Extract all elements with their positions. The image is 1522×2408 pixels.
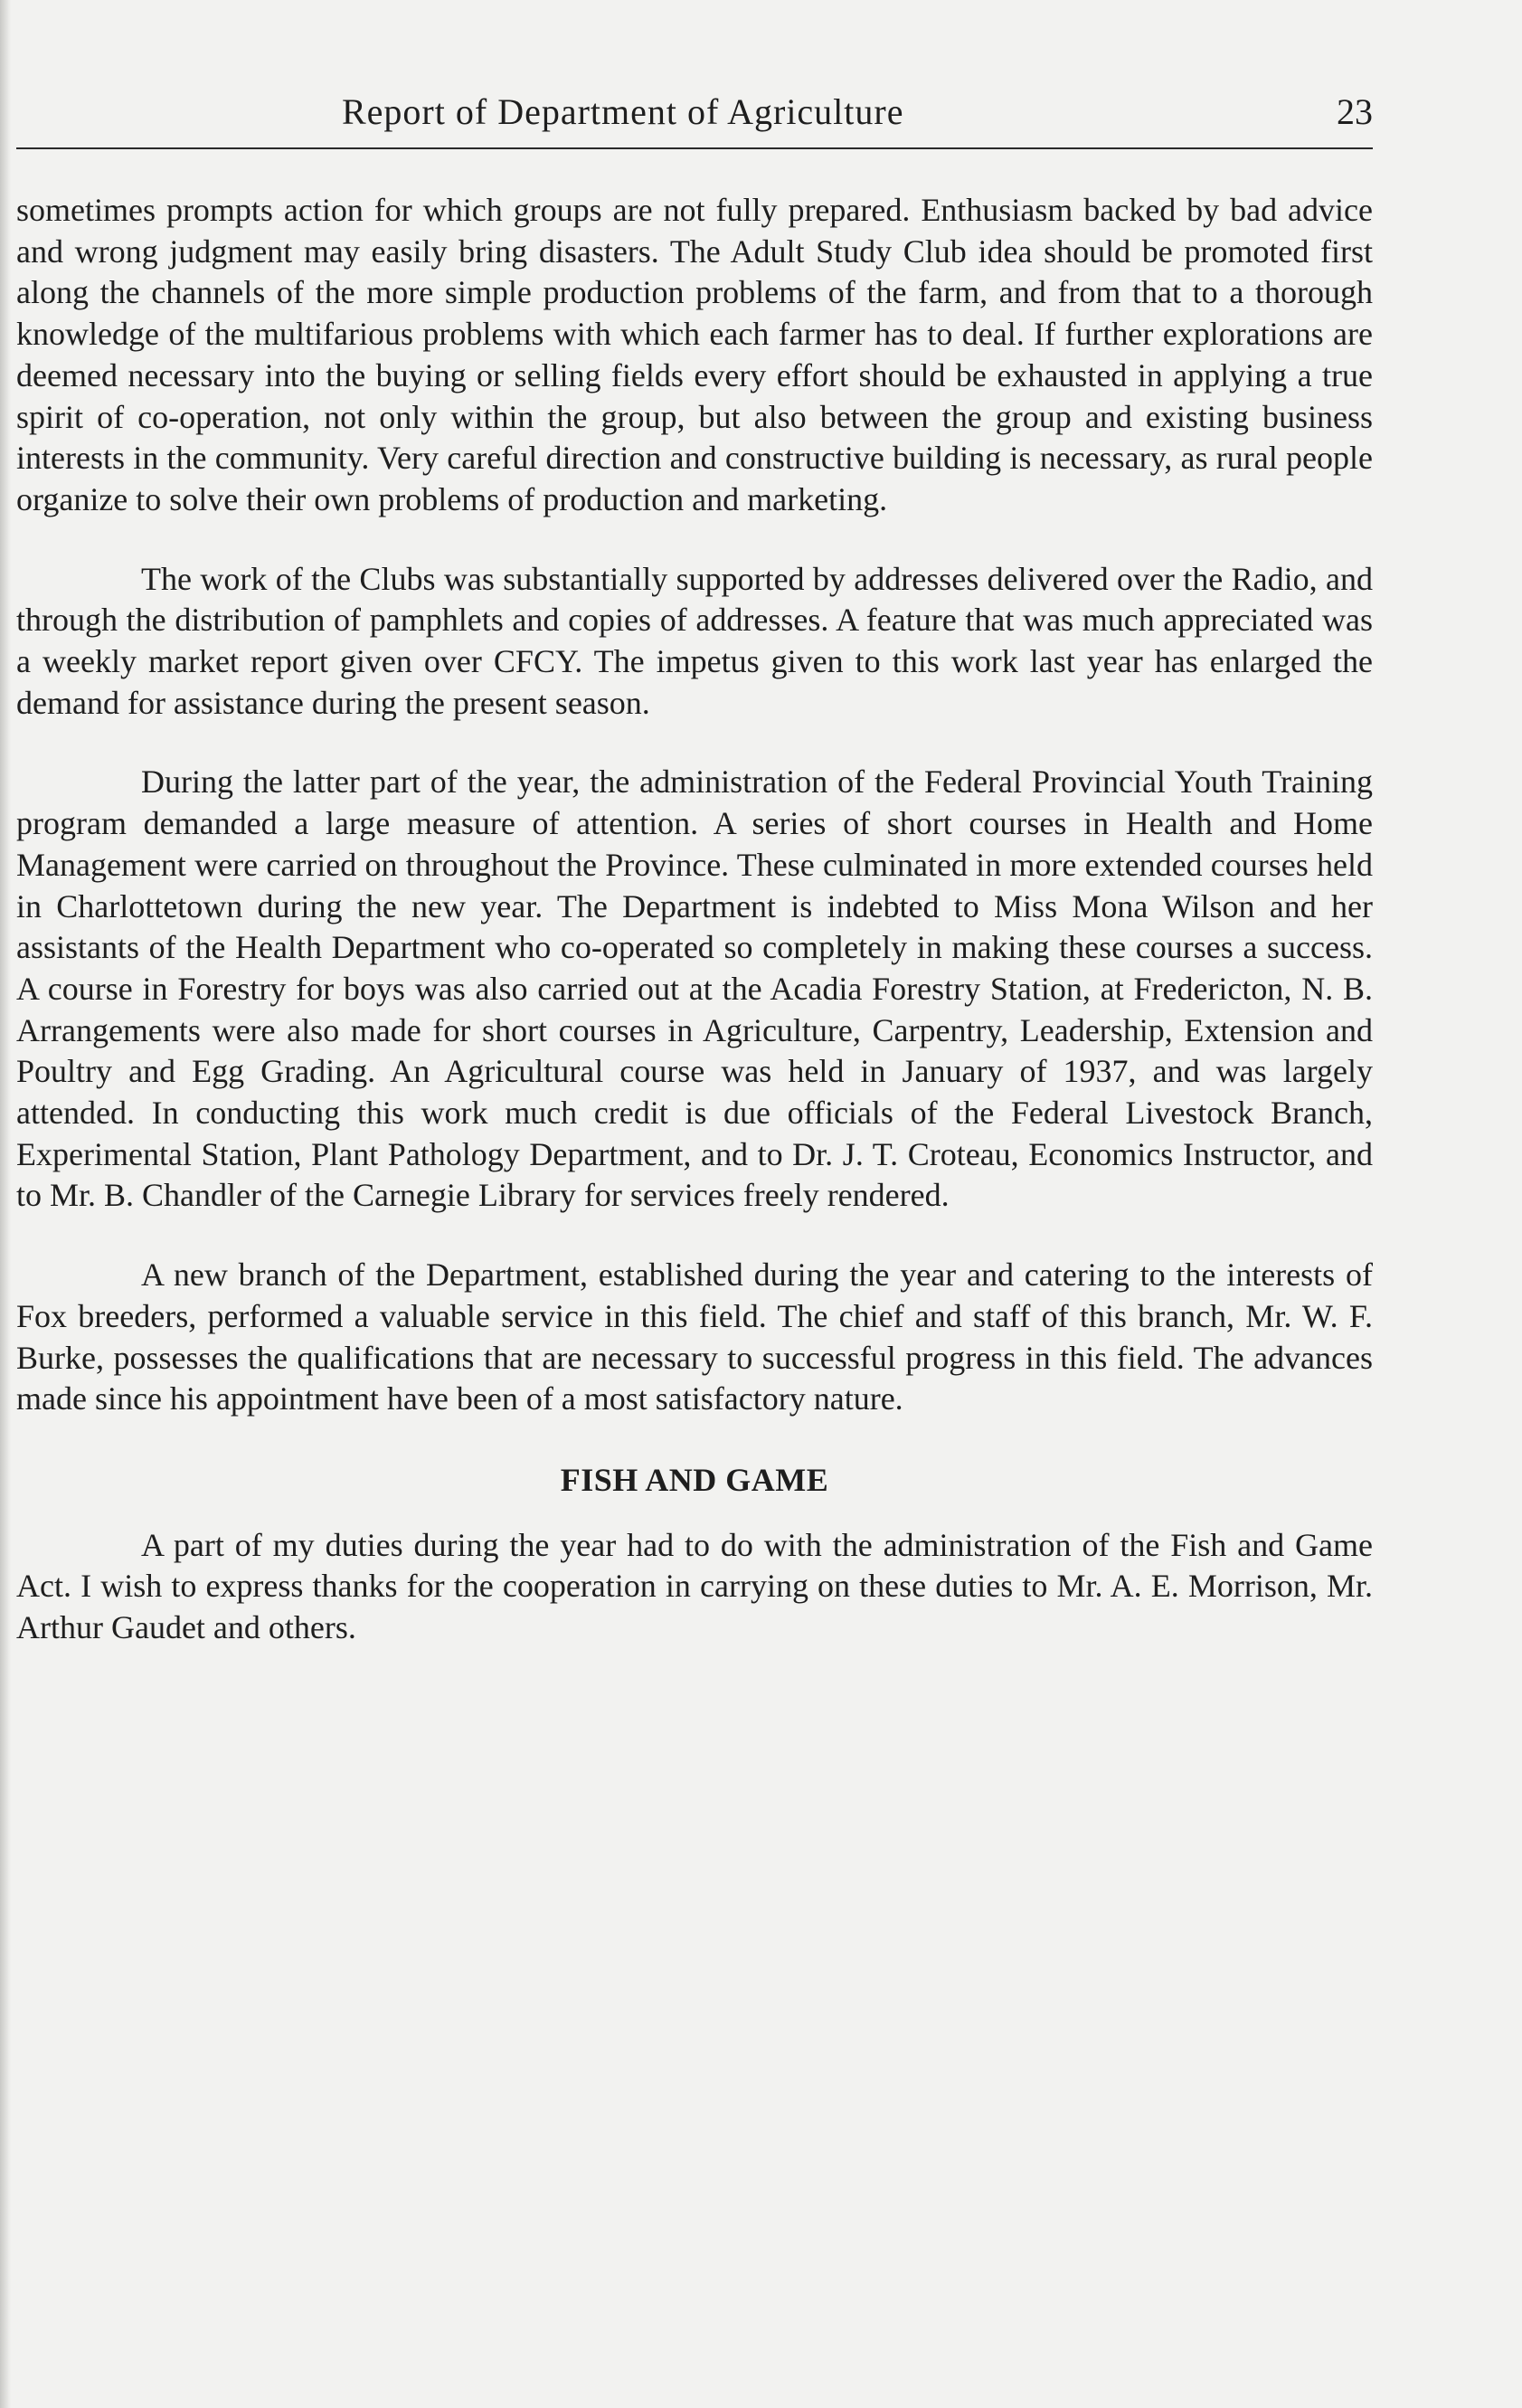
paragraph: A new branch of the Department, established during the year and catering to the interests of Fox breeders, performed a valuable service in this field. The chief and staff of this branch, Mr. W. F. Burke, possesses the qualifications that are necessary to successful progress in this field. The advances made since his appointment have been of a most satisfactory nature. [16, 1256, 1373, 1417]
paragraph: A part of my duties during the year had to do with the administration of the Fish and Game Act. I wish to express thanks for the cooperation in carrying on these duties to Mr. A. E. Morrison, Mr. Arthur Gaudet and others. [16, 1526, 1373, 1646]
body-text [16, 190, 1373, 1649]
page-number: 23 [1337, 91, 1373, 132]
section-heading: FISH AND GAME [560, 1461, 829, 1498]
paragraph: During the latter part of the year, the administration of the Federal Provincial Youth Training program demanded a large measure of attention. A series of short courses in Health and Home Management were carried on throughout the Province. These culminated in more extended courses held in Charlottetown during the new year. The Department is indebted to Miss Mona Wilson and her assistants of the Health Department who co-operated so completely in making these courses a success. A course in Forestry for boys was also carried out at the Acadia Forestry Station, at Fredericton, N. B. Arrangements were also made for short courses in Agriculture, Carpentry, Leadership, Extension and Poultry and Egg Grading. An Agricultural course was held in January of 1937, and was largely attended. In conducting this work much credit is due officials of the Federal Livestock Branch, Experimental Station, Plant Pathology Department, and to Dr. J. T. Croteau, Economics Instructor, and to Mr. B. Chandler of the Carnegie Library for services freely rendered. [16, 763, 1373, 1214]
paragraph: The work of the Clubs was substantially supported by addresses delivered over the Radio, and through the distribution of pamphlets and copies of addresses. A feature that was much appreciated was a weekly market report given over CFCY. The impetus given to this work last year has enlarged the demand for assistance during the present season. [16, 560, 1373, 721]
running-header [16, 90, 1373, 145]
header-rule [16, 147, 1373, 149]
page-edge-shadow [0, 0, 11, 2408]
running-title: Report of Department of Agriculture [342, 91, 904, 132]
paragraph: sometimes prompts action for which groups are not fully prepared. Enthusiasm backed by bad advice and wrong judgment may easily bring disasters. The Adult Study Club idea should be promoted first along the channels of the more simple production problems of the farm, and from that to a thorough knowledge of the multifarious problems with which each farmer has to deal. If further explorations are deemed necessary into the buying or selling fields every effort should be exhausted in applying a true spirit of co-operation, not only within the group, but also between the group and existing business interests in the community. Very careful direction and constructive building is necessary, as rural people organize to solve their own problems of production and marketing. [16, 192, 1373, 517]
